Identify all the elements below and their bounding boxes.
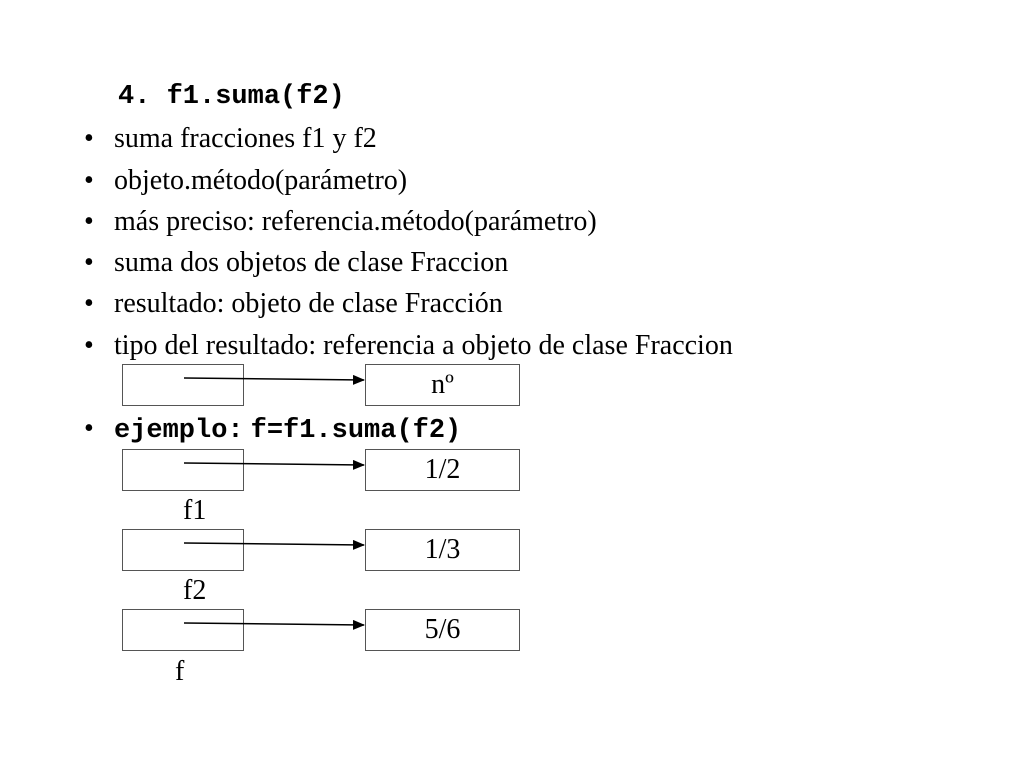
bullet-item — [84, 287, 503, 321]
result-object-value: nº — [431, 369, 454, 400]
bullet-dot-icon: • — [84, 288, 94, 319]
bullet-text: objeto.método(parámetro) — [114, 165, 408, 196]
f2-object-value: 1/3 — [424, 534, 461, 565]
bullet-item — [84, 329, 733, 363]
bullet-item — [84, 164, 407, 198]
bullet-dot-icon: • — [84, 413, 94, 444]
f2-object-box — [365, 529, 520, 571]
bullet-item — [84, 246, 508, 280]
bullet-text: más preciso: referencia.método(parámetro) — [114, 206, 597, 237]
f2-variable-label: f2 — [183, 575, 207, 606]
bullet-dot-icon: • — [84, 330, 94, 361]
bullet-text: suma dos objetos de clase Fraccion — [114, 247, 509, 278]
bullet-text: tipo del resultado: referencia a objeto de clase Fraccion — [114, 330, 733, 361]
f-variable-label: f — [175, 656, 185, 687]
heading-code: f1.suma(f2) — [166, 82, 345, 112]
f1-object-value: 1/2 — [424, 454, 461, 485]
example-bullet — [84, 412, 461, 448]
f1-reference-box — [122, 449, 244, 491]
bullet-dot-icon: • — [84, 206, 94, 237]
result-object-box — [365, 364, 520, 406]
bullet-item — [84, 122, 377, 156]
f1-variable-label: f1 — [183, 495, 207, 526]
bullet-dot-icon: • — [84, 165, 94, 196]
f-object-box — [365, 609, 520, 651]
bullet-dot-icon: • — [84, 247, 94, 278]
slide-heading — [118, 80, 345, 114]
f-object-value: 5/6 — [424, 614, 461, 645]
result-reference-box — [122, 364, 244, 406]
example-label: ejemplo: — [114, 416, 244, 446]
example-code: f=f1.suma(f2) — [250, 416, 462, 446]
bullet-dot-icon: • — [84, 123, 94, 154]
bullet-text: suma fracciones f1 y f2 — [114, 123, 377, 154]
bullet-text: resultado: objeto de clase Fracción — [114, 288, 503, 319]
f-reference-box — [122, 609, 244, 651]
bullet-item — [84, 205, 597, 239]
f1-object-box — [365, 449, 520, 491]
f2-reference-box — [122, 529, 244, 571]
heading-number: 4. — [118, 82, 151, 112]
